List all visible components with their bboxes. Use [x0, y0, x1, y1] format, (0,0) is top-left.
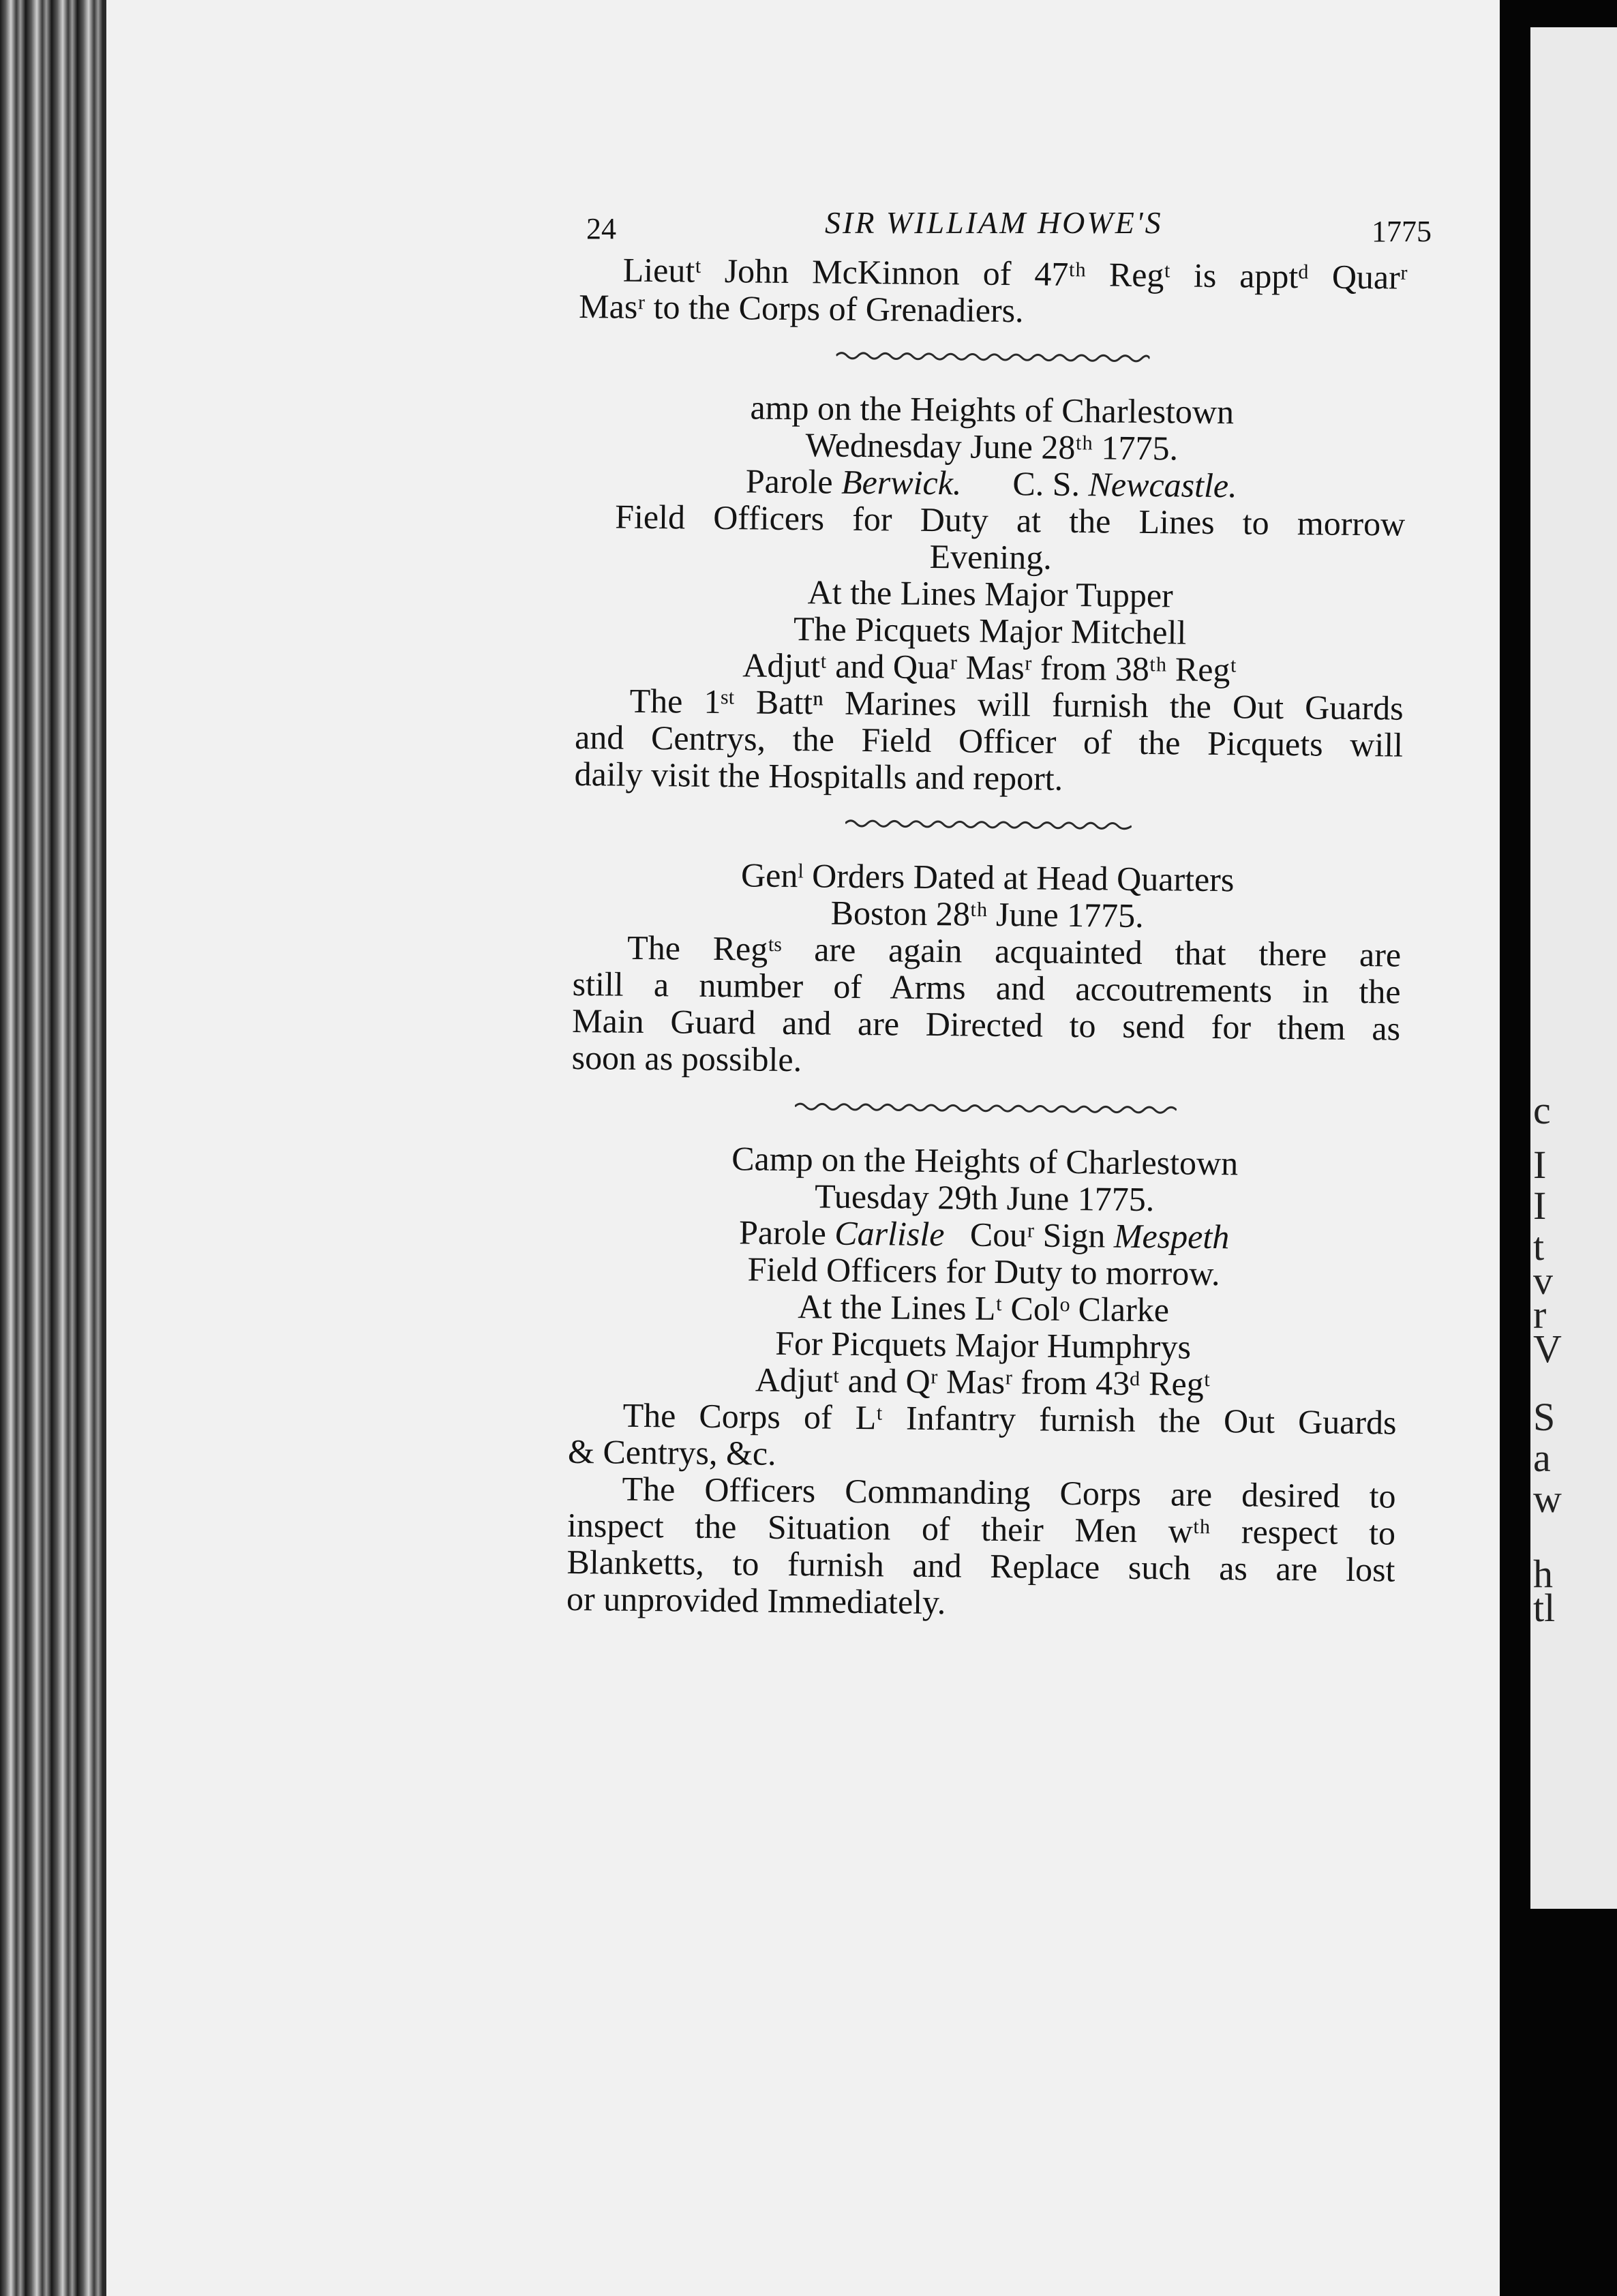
facing-page-glyph: I — [1533, 1183, 1547, 1228]
entry-june-28-camp — [574, 387, 1406, 800]
entry-june-29-camp — [566, 1138, 1400, 1625]
running-year: 1775 — [1372, 215, 1432, 248]
general-orders-line-2: still a number of Arms and accoutrements in the — [572, 964, 1401, 1011]
orders-line-1: The 1ˢᵗ Battⁿ Marines will furnish the Out Guards — [629, 681, 1404, 727]
running-title: SIR WILLIAM HOWE'S — [825, 205, 1163, 240]
general-orders-line-1: The Regᵗˢ are again acquainted that there are — [626, 928, 1402, 974]
facing-page-glyph: I — [1533, 1143, 1547, 1187]
facing-page-glyph: tl — [1533, 1586, 1556, 1630]
appointment-line-2: Masʳ to the Corps of Grenadiers. — [578, 286, 1024, 330]
page-body — [566, 251, 1408, 1625]
entry-general-orders — [571, 855, 1402, 1084]
parole-word: Carlisle — [834, 1213, 945, 1254]
orders-line-2: & Centrys, &c. — [567, 1432, 776, 1472]
parole-word: Berwick. — [841, 462, 962, 502]
entry-appointment — [579, 251, 1408, 333]
parole-label: Parole — [745, 462, 833, 501]
lines-officer: At the Lines Lᵗ Colᵒ Clarke — [798, 1287, 1170, 1329]
countersign-word: Mespeth — [1113, 1216, 1230, 1256]
facing-page-glyph: r — [1533, 1293, 1547, 1337]
countersign-label: C. S. — [1012, 464, 1080, 504]
officers-order-line-4: or unprovided Immediately. — [566, 1579, 946, 1622]
officers-order-line-3: Blanketts, to furnish and Replace such as are lost — [566, 1542, 1395, 1589]
general-orders-heading-2: Boston 28ᵗʰ June 1775. — [830, 893, 1144, 935]
countersign-word: Newcastle. — [1088, 465, 1237, 505]
camp-date: Tuesday 29th June 1775. — [814, 1177, 1155, 1219]
field-officers-line: Field Officers for Duty to morrow. — [747, 1250, 1220, 1293]
ornamental-divider — [571, 1091, 1400, 1126]
facing-page-glyph: w — [1533, 1477, 1562, 1521]
facing-page-glyph: S — [1533, 1395, 1556, 1439]
camp-place: Camp on the Heights of Charlestown — [731, 1139, 1239, 1183]
facing-page-glyph: c — [1533, 1088, 1551, 1132]
ornamental-divider — [574, 807, 1402, 843]
officers-order-line-2: inspect the Situation of their Men wᵗʰ respect to — [566, 1505, 1396, 1552]
general-orders-heading-1: Genˡ Orders Dated at Head Quarters — [740, 856, 1235, 899]
adjutant-line: Adjutᵗ and Qʳ Masʳ from 43ᵈ Regᵗ — [755, 1360, 1211, 1403]
wavy-rule-icon — [794, 1100, 1176, 1117]
appointment-line-1: Lieutᵗ John McKinnon of 47ᵗʰ Regᵗ is apptᵈ Quarʳ — [622, 250, 1408, 297]
wavy-rule-icon — [845, 817, 1131, 833]
page-number: 24 — [586, 212, 616, 245]
facing-page-glyph: v — [1533, 1258, 1553, 1303]
facing-page-glyph: h — [1533, 1552, 1553, 1596]
wavy-rule-icon — [836, 349, 1149, 365]
orders-line-2: and Centrys, the Field Officer of the Picquets will — [574, 717, 1404, 764]
adjutant-line: Adjutᵗ and Quaʳ Masʳ from 38ᵗʰ Regᵗ — [742, 646, 1237, 689]
general-orders-line-3: Main Guard and are Directed to send for them as — [571, 1001, 1401, 1048]
officers-order-line-1: The Officers Commanding Corps are desired to — [622, 1469, 1396, 1515]
ornamental-divider — [578, 339, 1406, 375]
field-officers-line-2: Evening. — [929, 537, 1053, 577]
parole-label: Parole — [738, 1213, 827, 1252]
orders-line-3: daily visit the Hospitalls and report. — [574, 754, 1063, 798]
camp-place: amp on the Heights of Charlestown — [750, 388, 1235, 432]
facing-page-edge — [1530, 27, 1617, 1909]
facing-page-glyph: a — [1533, 1436, 1551, 1480]
general-orders-line-4: soon as possible. — [571, 1038, 802, 1079]
countersign-label: Couʳ Sign — [969, 1215, 1106, 1255]
picquets-officer: The Picquets Major Mitchell — [793, 609, 1187, 652]
picquets-officer: For Picquets Major Humphrys — [775, 1323, 1192, 1366]
orders-line-1: The Corps of Lᵗ Infantry furnish the Out Guards — [622, 1395, 1397, 1442]
facing-page-glyph: t — [1533, 1224, 1545, 1269]
camp-date: Wednesday June 28ᵗʰ 1775. — [805, 425, 1179, 468]
lines-officer: At the Lines Major Tupper — [807, 573, 1174, 615]
facing-page-glyph: V — [1533, 1327, 1562, 1371]
field-officers-line-1: Field Officers for Duty at the Lines to morrow — [614, 497, 1406, 543]
